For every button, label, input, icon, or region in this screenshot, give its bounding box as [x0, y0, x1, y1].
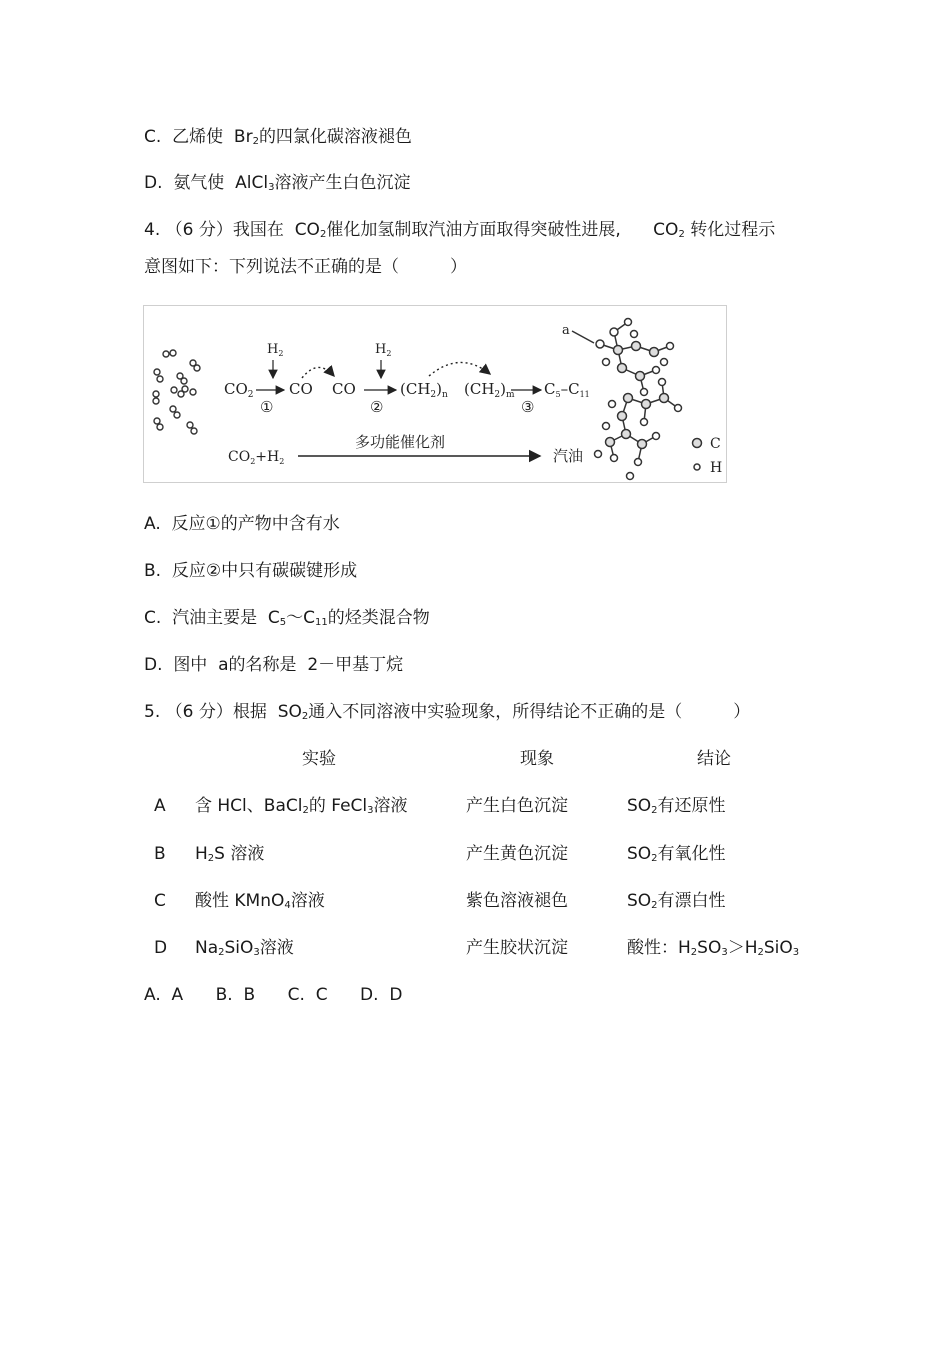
- molecule-b-structure: [595, 379, 682, 480]
- table-row: D $Na_2SiO_3$溶液 产生胶状沉淀 酸性：$H_2SO_3>H_2SiO_3$: [154, 938, 800, 958]
- hydrogen-atom-icon: [694, 464, 700, 470]
- co2-molecule-cluster: [153, 350, 200, 434]
- choice-d[interactable]: D. D: [360, 985, 403, 1005]
- q4-stem: 4. （6 分）我国在 $CO_2$催化加氢制取汽油方面取得突破性进展, $CO_2$ 转化过程示: [144, 220, 776, 240]
- q5-table-header: [144, 747, 824, 771]
- table-row: C 酸性 KMnO$_4$溶液 紫色溶液褪色 $SO_2$有漂白性: [154, 891, 726, 911]
- header-experiment: 实验: [302, 749, 336, 769]
- q4-option-d: D. 图中 a的名称是 2－甲基丁烷: [144, 655, 404, 675]
- h2-label-2: $H_2$: [375, 342, 392, 358]
- q4-option-b: B. 反应②中只有碳碳键形成: [144, 561, 358, 581]
- header-conclusion: 结论: [697, 749, 731, 769]
- q4-stem-line2: 意图如下：下列说法不正确的是（ ）: [144, 257, 467, 277]
- q5-stem: 5. （6 分）根据 $SO_2$通入不同溶液中实验现象，所得结论不正确的是（ ）: [144, 702, 751, 722]
- ch2m-label: $(CH_2)_m$: [464, 380, 515, 400]
- ch2n-label: $(CH_2)_n$: [400, 380, 448, 400]
- q4-option-a: A. 反应①的产物中含有水: [144, 514, 340, 534]
- q3-option-d: D. 氨气使 AlCl$_3$溶液产生白色沉淀: [144, 173, 411, 193]
- co-label-1: CO: [289, 380, 313, 398]
- step1-label: ①: [260, 398, 274, 416]
- q3-option-c: C. 乙烯使 $Br_2$的四氯化碳溶液褪色: [144, 127, 412, 147]
- overall-reactants: $CO_2+H_2$: [228, 449, 285, 466]
- choice-b[interactable]: B. B: [215, 985, 256, 1005]
- co2-conversion-figure: [143, 305, 727, 483]
- step2-label: ②: [370, 398, 384, 416]
- q4-option-c: C. 汽油主要是 $C_5\sim C_{11}$的烃类混合物: [144, 608, 430, 628]
- q5-choices: [144, 984, 402, 1006]
- choice-c[interactable]: C. C: [287, 985, 328, 1005]
- carbon-atom-icon: [693, 439, 702, 448]
- legend-c-label: C: [710, 436, 721, 452]
- step3-label: ③: [521, 398, 535, 416]
- table-row: B $H_2S$ 溶液 产生黄色沉淀 $SO_2$有氧化性: [154, 844, 726, 864]
- gasoline-label: 汽油: [553, 447, 584, 465]
- atom-legend: [693, 436, 723, 476]
- co2-label: $CO_2$: [224, 380, 254, 400]
- header-phenomenon: 现象: [520, 749, 554, 769]
- svg-text:a: a: [562, 323, 570, 338]
- catalyst-label: 多功能催化剂: [355, 433, 446, 451]
- h2-label-1: $H_2$: [267, 342, 284, 358]
- choice-a[interactable]: A. A: [144, 985, 184, 1005]
- c5-c11-label: $C_5-C_{11}$: [544, 380, 590, 399]
- co-label-2: CO: [332, 380, 356, 398]
- legend-h-label: H: [710, 460, 723, 476]
- table-row: A 含 HCl、BaCl$_2$的 FeCl$_3$溶液 产生白色沉淀 $SO_2$有还原性: [154, 796, 726, 816]
